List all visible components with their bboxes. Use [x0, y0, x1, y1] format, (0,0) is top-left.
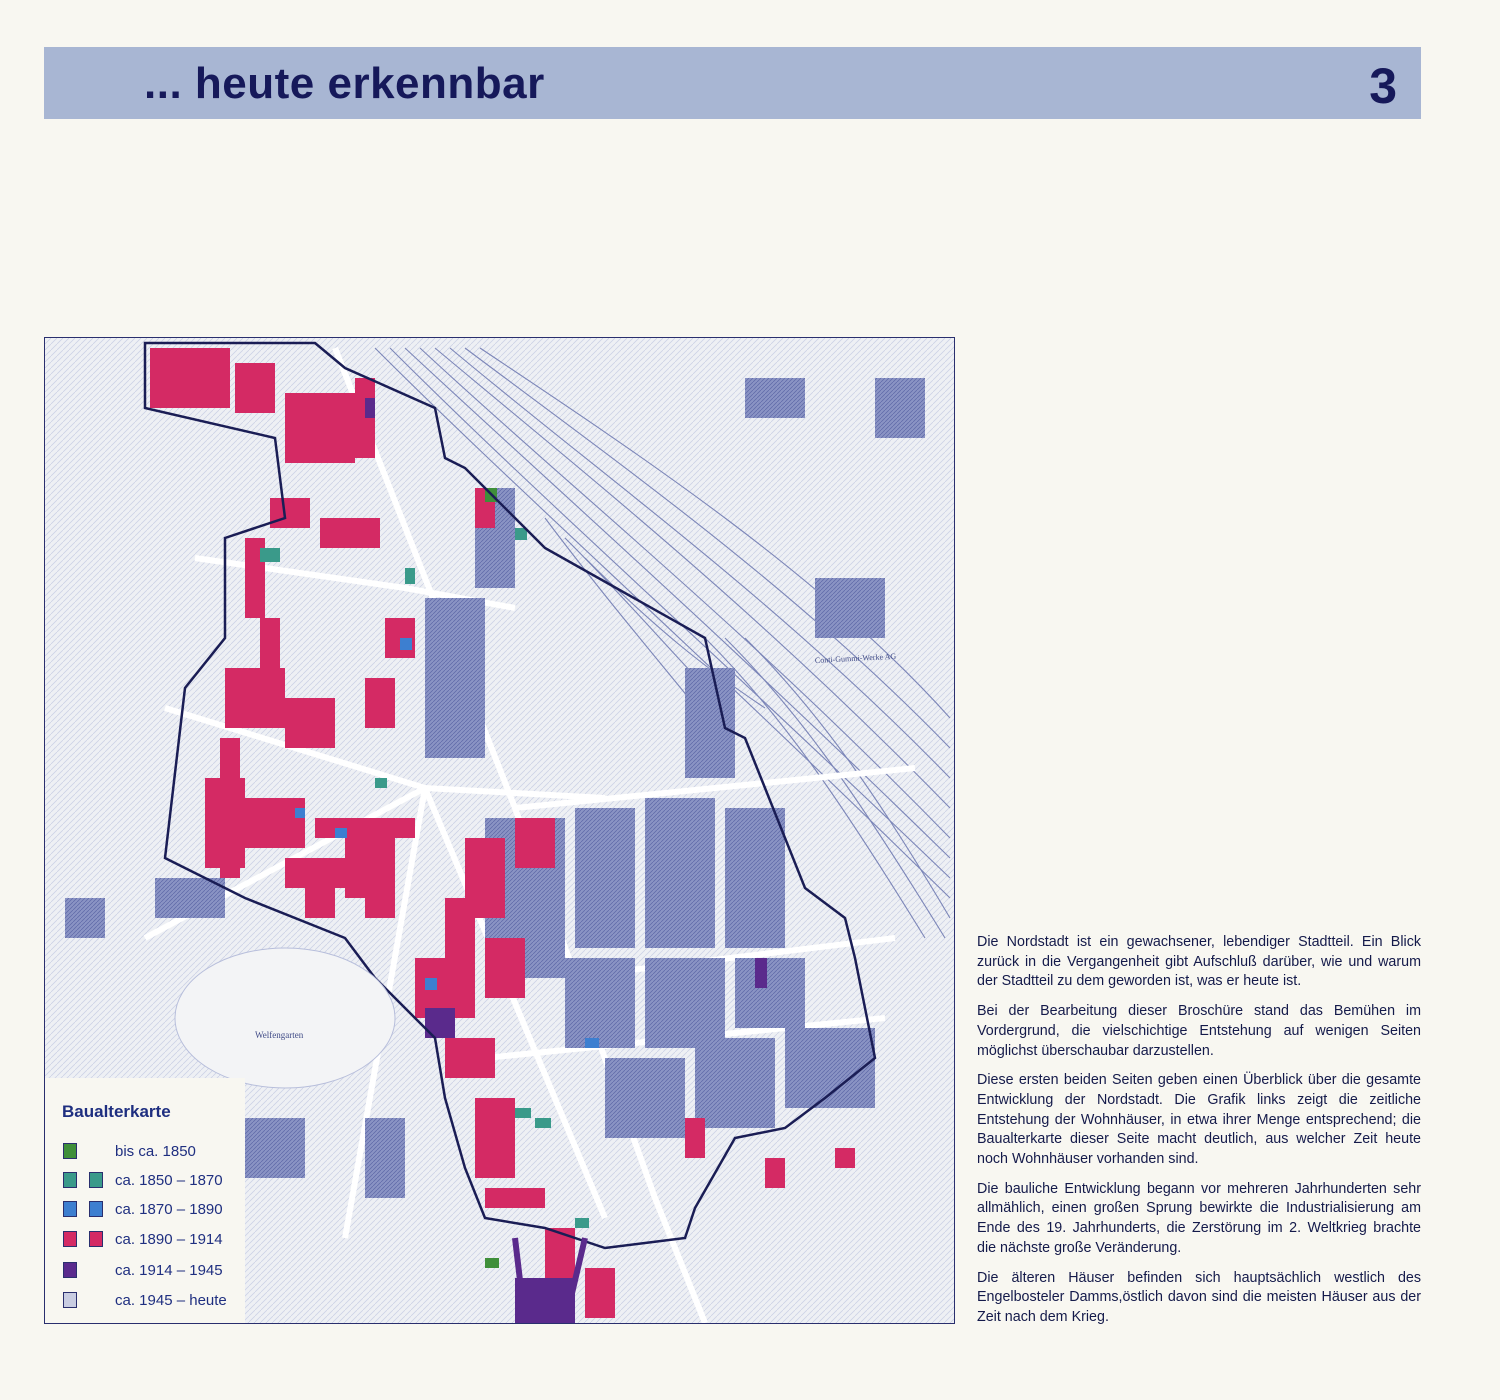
legend-swatch — [89, 1231, 103, 1247]
legend-swatch — [63, 1143, 77, 1159]
legend-title: Baualterkarte — [62, 1102, 171, 1121]
paragraph: Die älteren Häuser befinden sich hauptsächlich westlich des Engelbosteler Damms,östlich davon sind die meisten Häuser aus der Zeit nach dem Krieg. — [977, 1269, 1421, 1325]
paragraph: Die bauliche Entwicklung begann vor mehreren Jahrhunderten sehr allmählich, einen großen Sprung bewirkte die Industrialisierung am Ende des 19. Jahrhunderts, die Zerstörung im 2. Weltkrieg brachte die nächste große Veränderung. — [977, 1180, 1421, 1256]
welfengarten-label: Welfengarten — [255, 1030, 304, 1040]
conti-label: Conti-Gummi-Werke AG — [814, 651, 897, 665]
body-text — [977, 933, 1421, 1338]
paragraph: Die Nordstadt ist ein gewachsener, lebendiger Stadtteil. Ein Blick zurück in die Vergangenheit gibt Aufschluß darüber, wie und warum der Stadtteil zu dem geworden ist, was er heute ist. — [977, 934, 1421, 990]
legend-item — [45, 1141, 245, 1165]
welfengarten-park — [175, 948, 395, 1088]
legend-label: bis ca. 1850 — [115, 1143, 196, 1160]
legend-swatch — [89, 1172, 103, 1188]
header-band — [44, 47, 1421, 119]
paragraph: Diese ersten beiden Seiten geben einen Überblick über die gesamte Entwicklung der Nordstadt. Die Grafik links zeigt die zeitliche Entstehung der Wohnhäuser, in etwa ihrer Menge entsprechend; die Baualterkarte dieser Seite macht deutlich, aus welcher Zeit heute noch Wohnhäuser vorhanden sind. — [977, 1072, 1421, 1168]
legend-item — [45, 1199, 245, 1223]
legend-item — [45, 1170, 245, 1194]
map-legend — [45, 1078, 245, 1323]
legend-label: ca. 1945 – heute — [115, 1292, 227, 1309]
legend-swatch — [63, 1262, 77, 1278]
page-number: 3 — [1369, 58, 1397, 114]
legend-swatch — [63, 1292, 77, 1308]
legend-swatch — [63, 1201, 77, 1217]
legend-label: ca. 1850 – 1870 — [115, 1172, 223, 1189]
page-title: ... heute erkennbar — [144, 59, 545, 108]
legend-swatch — [63, 1231, 77, 1247]
legend-swatch — [89, 1201, 103, 1217]
legend-item — [45, 1290, 245, 1314]
district-map — [44, 337, 955, 1324]
legend-item — [45, 1229, 245, 1253]
legend-swatch — [63, 1172, 77, 1188]
legend-item — [45, 1260, 245, 1284]
paragraph: Bei der Bearbeitung dieser Broschüre stand das Bemühen im Vordergrund, die vielschichtige Entstehung auf wenigen Seiten möglichst überschaubar darzustellen. — [977, 1003, 1421, 1059]
legend-label: ca. 1914 – 1945 — [115, 1262, 223, 1279]
legend-label: ca. 1870 – 1890 — [115, 1201, 223, 1218]
legend-label: ca. 1890 – 1914 — [115, 1231, 223, 1248]
